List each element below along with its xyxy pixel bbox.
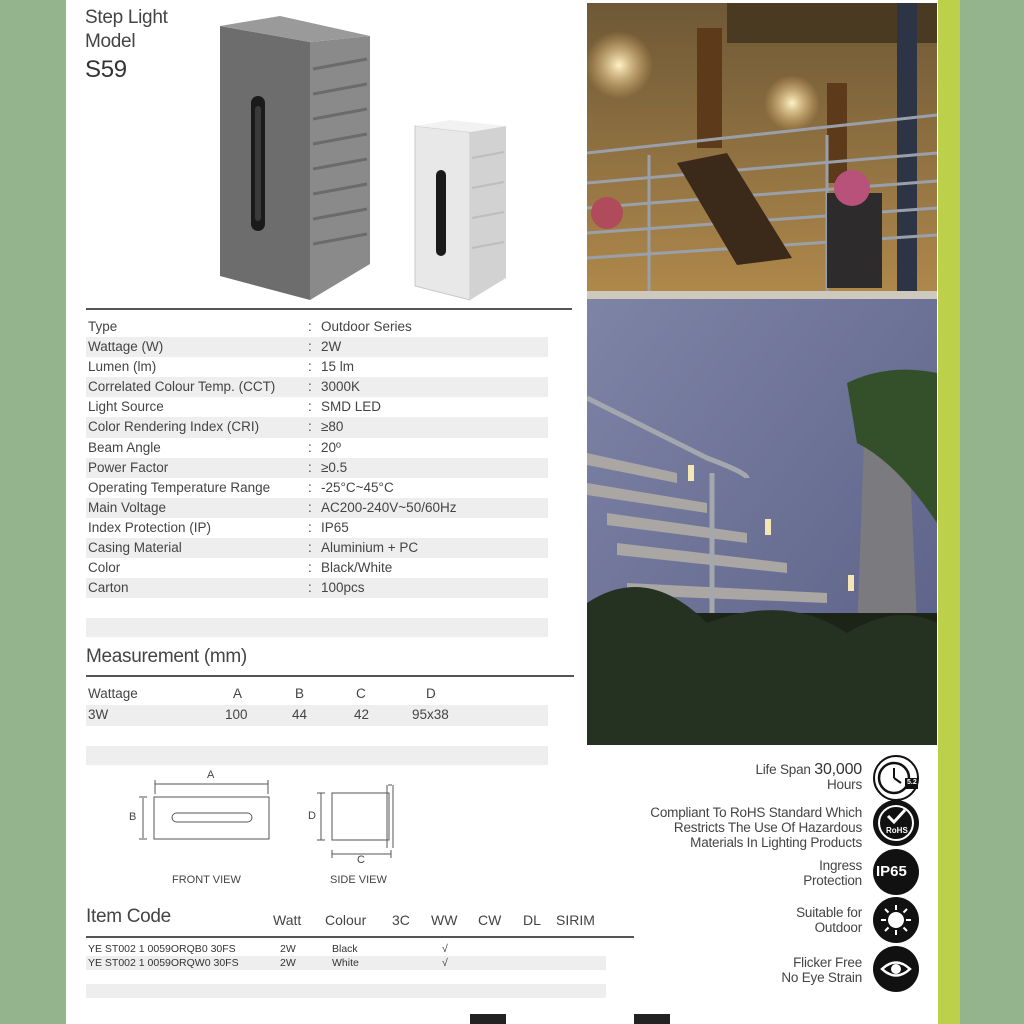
item-watt: 2W — [280, 957, 296, 969]
spec-separator: : — [308, 359, 312, 375]
spec-row — [86, 357, 548, 377]
feature-outdoor — [796, 905, 862, 935]
rohs-line-3: Materials In Lighting Products — [690, 835, 862, 850]
spec-key: Color Rendering Index (CRI) — [88, 419, 260, 435]
dim-c-label: C — [357, 854, 365, 866]
spec-separator: : — [308, 459, 312, 475]
item-code-table — [86, 906, 634, 970]
dimension-drawings — [120, 768, 420, 893]
spec-separator: : — [308, 399, 312, 415]
divider — [86, 308, 572, 310]
ip65-icon — [873, 849, 919, 895]
item-colour: White — [332, 957, 359, 969]
spec-value: IP65 — [321, 519, 349, 535]
table-row — [86, 705, 548, 726]
spec-key: Carton — [88, 580, 129, 596]
spec-key: Power Factor — [88, 459, 169, 475]
dim-d-label: D — [308, 810, 316, 822]
spec-value: 20º — [321, 439, 341, 455]
spec-key: Casing Material — [88, 540, 182, 556]
spec-value: SMD LED — [321, 399, 382, 415]
rohs-badge: RoHS — [886, 826, 908, 835]
lifespan-badge: 5.2 — [907, 779, 917, 786]
cell-c: 42 — [354, 707, 370, 722]
divider — [86, 675, 574, 677]
spec-row — [86, 538, 548, 558]
spec-key: Index Protection (IP) — [88, 519, 212, 535]
dim-b-label: B — [129, 811, 137, 823]
col-ww: WW — [431, 912, 458, 928]
spec-value: 2W — [321, 339, 342, 355]
ingress-line-1: Ingress — [819, 858, 862, 873]
spec-separator: : — [308, 439, 312, 455]
outdoor-line-2: Outdoor — [814, 920, 862, 935]
spec-key: Main Voltage — [88, 499, 167, 515]
accent-stripe — [938, 0, 960, 1024]
spec-value: -25°C~45°C — [321, 479, 394, 495]
measurement-table — [86, 684, 548, 726]
spec-separator: : — [308, 519, 312, 535]
item-code: YE ST002 1 0059ORQW0 30FS — [88, 957, 239, 969]
spec-row — [86, 478, 548, 498]
col-b: B — [295, 686, 305, 701]
spec-separator: : — [308, 540, 312, 556]
cell-wattage: 3W — [88, 707, 109, 722]
dim-a-label: A — [207, 769, 215, 781]
rohs-line-1: Compliant To RoHS Standard Which — [650, 805, 862, 820]
model-label: Model — [85, 31, 136, 52]
spec-row — [86, 438, 548, 458]
ingress-line-2: Protection — [803, 873, 862, 888]
spec-key: Type — [88, 319, 118, 334]
spec-row — [86, 558, 548, 578]
feature-ingress — [803, 858, 862, 888]
installation-photo — [587, 3, 937, 745]
feature-flicker — [781, 955, 862, 985]
spec-key: Lumen (lm) — [88, 359, 157, 375]
product-image-white — [410, 118, 510, 304]
col-watt: Watt — [273, 912, 302, 928]
cell-d: 95x38 — [412, 707, 449, 722]
spec-table — [86, 317, 548, 598]
rohs-line-2: Restricts The Use Of Hazardous — [673, 820, 862, 835]
col-colour: Colour — [325, 912, 367, 928]
qr-code — [634, 1014, 670, 1024]
table-header-row — [86, 906, 634, 934]
product-image-black — [215, 14, 375, 304]
flicker-line-1: Flicker Free — [793, 955, 862, 970]
spec-value: 15 lm — [321, 359, 355, 375]
spec-value: 3000K — [321, 379, 361, 395]
divider — [86, 936, 634, 938]
cell-b: 44 — [292, 707, 308, 722]
col-dl: DL — [523, 912, 541, 928]
eye-icon — [873, 946, 919, 992]
table-row — [86, 956, 606, 970]
clock-icon — [873, 755, 919, 801]
table-row — [86, 942, 634, 956]
spacer-bar — [86, 984, 606, 998]
lifespan-unit: Hours — [826, 777, 862, 792]
feature-rohs — [650, 805, 862, 850]
spec-row — [86, 518, 548, 538]
spec-row — [86, 498, 548, 518]
table-header-row — [86, 684, 548, 705]
spec-row — [86, 377, 548, 397]
item-code-title: Item Code — [86, 906, 171, 927]
ip65-badge: IP65 — [876, 863, 907, 880]
item-ww: √ — [442, 957, 448, 969]
spec-separator: : — [308, 319, 312, 334]
col-c: C — [356, 686, 366, 701]
spec-value: ≥0.5 — [321, 459, 348, 475]
spec-row — [86, 337, 548, 357]
spec-separator: : — [308, 419, 312, 435]
col-d: D — [426, 686, 436, 701]
front-side-view-diagram — [120, 768, 420, 873]
lifespan-prefix: Life Span — [755, 762, 811, 777]
spec-row — [86, 317, 548, 337]
rohs-icon — [873, 800, 919, 846]
col-3c: 3C — [392, 912, 410, 928]
spec-row — [86, 458, 548, 478]
spec-key: Light Source — [88, 399, 164, 415]
outdoor-line-1: Suitable for — [796, 905, 862, 920]
spec-key: Wattage (W) — [88, 339, 164, 355]
cell-a: 100 — [225, 707, 248, 722]
spacer-bar — [86, 746, 548, 765]
measurement-title: Measurement (mm) — [86, 646, 247, 667]
spec-separator: : — [308, 479, 312, 495]
item-code: YE ST002 1 0059ORQB0 30FS — [88, 943, 236, 955]
item-colour: Black — [332, 943, 358, 955]
model-header — [85, 6, 168, 82]
col-a: A — [233, 686, 243, 701]
flicker-line-2: No Eye Strain — [781, 970, 862, 985]
spec-value: Outdoor Series — [321, 319, 412, 334]
spec-row — [86, 417, 548, 437]
spec-separator: : — [308, 379, 312, 395]
model-code: S59 — [85, 56, 127, 83]
spec-value: ≥80 — [321, 419, 344, 435]
side-view-label: SIDE VIEW — [330, 874, 387, 886]
spec-row — [86, 397, 548, 417]
front-view-label: FRONT VIEW — [172, 874, 241, 886]
spec-key: Correlated Colour Temp. (CCT) — [88, 379, 276, 395]
feature-lifespan — [755, 762, 862, 792]
spec-row — [86, 578, 548, 598]
spec-value: Black/White — [321, 560, 393, 576]
col-wattage: Wattage — [88, 686, 138, 701]
lifespan-value: 30,000 — [814, 761, 862, 778]
spec-separator: : — [308, 560, 312, 576]
spec-value: Aluminium + PC — [321, 540, 419, 556]
spec-key: Color — [88, 560, 121, 576]
sun-icon — [873, 897, 919, 943]
spec-separator: : — [308, 580, 312, 596]
col-cw: CW — [478, 912, 502, 928]
col-sirim: SIRIM — [556, 912, 595, 928]
spec-separator: : — [308, 339, 312, 355]
item-ww: √ — [442, 943, 448, 955]
spec-value: AC200-240V~50/60Hz — [321, 499, 457, 515]
product-category: Step Light — [85, 7, 168, 28]
spacer-bar — [86, 618, 548, 637]
item-watt: 2W — [280, 943, 296, 955]
spec-key: Beam Angle — [88, 439, 161, 455]
qr-code — [470, 1014, 506, 1024]
spec-separator: : — [308, 499, 312, 515]
spec-value: 100pcs — [321, 580, 365, 596]
spec-key: Operating Temperature Range — [88, 479, 271, 495]
